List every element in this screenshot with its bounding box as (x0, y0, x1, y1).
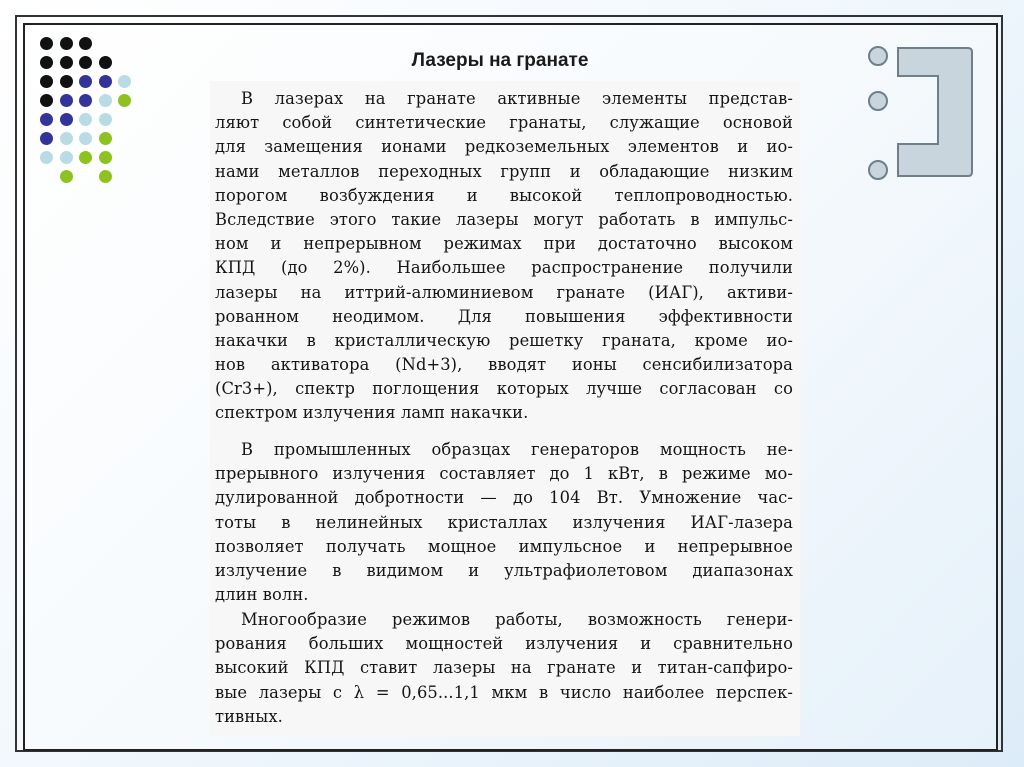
text-line: излучение в видимом и ультрафиолетовом диапазонах (215, 560, 793, 580)
text-line: (Cr3+), спектр поглощения которых лучше согласован со (215, 379, 793, 399)
dot-icon (40, 94, 53, 107)
paragraph-3 (215, 608, 793, 729)
text-line: позволяет получать мощное импульсное и непрерывное (215, 536, 793, 556)
dot-icon (118, 75, 131, 88)
text-line: высокий КПД ставит лазеры на гранате и титан-сапфиро- (215, 658, 793, 678)
dot-icon (40, 56, 53, 69)
dot-icon (40, 75, 53, 88)
paragraph-1 (215, 87, 793, 426)
text-line: КПД (до 2%). Наибольшее распространение получили (215, 258, 793, 278)
text-line: Многообразие режимов работы, возможность генери- (241, 610, 793, 629)
dot-icon (60, 132, 73, 145)
text-line: тоты в нелинейных кристаллах излучения ИАГ-лазера (215, 512, 793, 532)
dot-icon (99, 94, 112, 107)
dot-icon (79, 113, 92, 126)
dot-icon (60, 75, 73, 88)
dot-icon (118, 94, 131, 107)
dot-icon (40, 132, 53, 145)
slide-title: Лазеры на гранате (411, 50, 589, 71)
text-line: рования больших мощностей излучения и сравнительно (215, 634, 793, 654)
dot-icon (60, 56, 73, 69)
text-line: вые лазеры с λ = 0,65...1,1 мкм в число наиболее перспек- (215, 682, 793, 702)
text-line: порогом возбуждения и высокой теплопроводностью. (215, 185, 793, 205)
paragraph-2 (215, 438, 793, 607)
dot-icon (99, 151, 112, 164)
text-line: лазеры на иттрий-алюминиевом гранате (ИАГ), активи- (215, 282, 793, 302)
dot-icon (99, 56, 112, 69)
dot-icon (79, 151, 92, 164)
text-panel (210, 81, 800, 736)
dot-icon (99, 113, 112, 126)
dot-icon (40, 151, 53, 164)
dot-icon (60, 170, 73, 183)
text-line: спектром излучения ламп накачки. (215, 403, 529, 423)
dot-icon (99, 75, 112, 88)
text-line: накачки в кристаллическую решетку граната, кроме ио- (215, 330, 793, 350)
dot-icon (79, 37, 92, 50)
dot-icon (99, 170, 112, 183)
text-line: нами металлов переходных групп и обладающие низким (215, 161, 793, 181)
text-line: рованном неодимом. Для повышения эффективности (215, 306, 793, 326)
text-line: В лазерах на гранате активные элементы представ- (241, 89, 793, 108)
dot-icon (60, 113, 73, 126)
dot-icon (79, 75, 92, 88)
text-line: для замещения ионами редкоземельных элементов и ио- (215, 137, 793, 157)
bracket-circles-decoration-icon (860, 40, 980, 190)
dot-icon (60, 37, 73, 50)
dot-grid-decoration-icon (0, 0, 150, 200)
text-line: прерывного излучения составляет до 1 кВт, в режиме мо- (215, 464, 793, 484)
dot-icon (60, 94, 73, 107)
dot-icon (40, 37, 53, 50)
text-line: ном и непрерывном режимах при достаточно высоком (215, 234, 793, 254)
text-line: Вследствие этого такие лазеры могут работать в импульс- (215, 209, 793, 229)
dot-icon (99, 132, 112, 145)
text-line: тивных. (215, 706, 283, 726)
dot-icon (79, 56, 92, 69)
text-line: дулированной добротности — до 104 Вт. Умножение час- (215, 488, 793, 508)
text-line: нов активатора (Nd+3), вводят ионы сенсибилизатора (215, 355, 793, 375)
text-line: В промышленных образцах генераторов мощность не- (241, 440, 793, 459)
text-line: длин волн. (215, 585, 309, 605)
dot-icon (79, 132, 92, 145)
dot-icon (60, 151, 73, 164)
dot-icon (40, 113, 53, 126)
text-line: ляют собой синтетические гранаты, служащие основой (215, 113, 793, 133)
dot-icon (79, 94, 92, 107)
